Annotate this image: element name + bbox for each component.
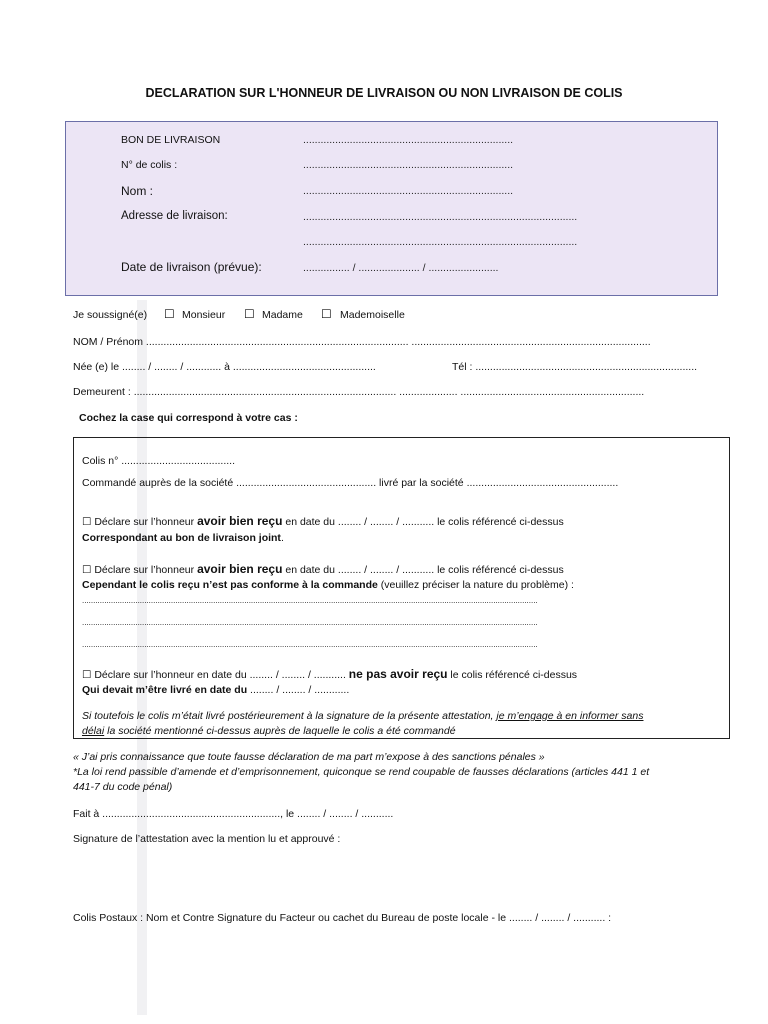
adresse-field-1[interactable]: .............................................................................................. xyxy=(303,211,578,223)
option-recu-non-conforme[interactable]: ☐ Déclare sur l’honneur avoir bien reçu en date du ........ / ........ / ........... le colis référencé ci-dessus xyxy=(82,562,564,576)
checkbox-monsieur[interactable]: ☐ xyxy=(164,307,175,321)
tel-field[interactable]: Tél : ............................................................................ xyxy=(452,361,698,373)
soussigne-label: Je soussigné(e) xyxy=(73,309,148,321)
fait-a-field[interactable]: Fait à ............................................................., le ........ / ........ / ........... xyxy=(73,808,394,820)
nom-label: Nom : xyxy=(121,184,154,198)
commande-line[interactable]: Commandé auprès de la société ................................................ livré par la société .................................................... xyxy=(82,477,619,489)
engagement-note: Si toutefois le colis m’était livré postérieurement à la signature de la présente attestation, je m’engage à en informer sans xyxy=(82,710,644,722)
option-recu-conforme-line2: Correspondant au bon de livraison joint. xyxy=(82,532,284,544)
adresse-label: Adresse de livraison: xyxy=(121,210,228,222)
nom-prenom-field[interactable]: NOM / Prénom .......................................................................................... .................................................................................. xyxy=(73,336,651,348)
option-non-recu-line2: Qui devait m’être livré en date du ........ / ........ / ............ xyxy=(82,684,350,696)
naissance-field[interactable]: Née (e) le ........ / ........ / ............ à ................................................. xyxy=(73,361,376,373)
problem-dots-2[interactable]: ............................................................................................................................................................................................................. xyxy=(82,618,538,627)
bon-field[interactable]: ........................................................................ xyxy=(303,134,514,146)
date-label: Date de livraison (prévue): xyxy=(121,260,262,274)
colis-postaux-line[interactable]: Colis Postaux : Nom et Contre Signature du Facteur ou cachet du Bureau de poste locale - le ........ / ........ / ........... : xyxy=(73,912,612,924)
sanctions-quote: « J’ai pris connaissance que toute fausse déclaration de ma part m’expose à des sanctions pénales » xyxy=(73,751,545,763)
checkbox-madame[interactable]: ☐ xyxy=(244,307,255,321)
law-note-line1: *La loi rend passible d’amende et d’emprisonnement, quiconque se rend coupable de fausses déclarations (articles 441 1 et xyxy=(73,766,650,778)
problem-dots-1[interactable]: ............................................................................................................................................................................................................. xyxy=(82,596,538,605)
option-recu-non-conforme-line2: Cependant le colis reçu n’est pas conforme à la commande (veuillez préciser la nature du problème) : xyxy=(82,579,574,591)
colis-number-field[interactable]: Colis n° ....................................... xyxy=(82,455,235,467)
law-note-line2: 441-7 du code pénal) xyxy=(73,781,173,793)
adresse-field-2[interactable]: .............................................................................................. xyxy=(303,236,578,248)
option-non-recu[interactable]: ☐ Déclare sur l’honneur en date du ........ / ........ / ........... ne pas avoir reçu le colis référencé ci-dessus xyxy=(82,667,578,681)
madame-label: Madame xyxy=(262,309,303,321)
case-box xyxy=(73,437,730,739)
demeurent-field[interactable]: Demeurent : .......................................................................................... .................... ............................................................... xyxy=(73,386,645,398)
mademoiselle-label: Mademoiselle xyxy=(340,309,405,321)
bon-label: BON DE LIVRAISON xyxy=(121,134,221,146)
delivery-info-box xyxy=(65,121,718,296)
problem-dots-3[interactable]: ............................................................................................................................................................................................................. xyxy=(82,640,538,649)
engagement-note-line2: délai la société mentionné ci-dessus auprès de laquelle le colis a été commandé xyxy=(82,725,456,737)
document-title: DECLARATION SUR L'HONNEUR DE LIVRAISON OU NON LIVRAISON DE COLIS xyxy=(145,86,623,100)
date-field[interactable]: ................ / ..................... / ........................ xyxy=(303,262,499,274)
checkbox-mademoiselle[interactable]: ☐ xyxy=(321,307,332,321)
signature-label: Signature de l’attestation avec la mention lu et approuvé : xyxy=(73,833,341,845)
nom-field[interactable]: ........................................................................ xyxy=(303,185,514,197)
colis-label: N° de colis : xyxy=(121,159,178,171)
cochez-instruction: Cochez la case qui correspond à votre cas : xyxy=(79,412,298,424)
monsieur-label: Monsieur xyxy=(182,309,226,321)
colis-field[interactable]: ........................................................................ xyxy=(303,159,514,171)
option-recu-conforme[interactable]: ☐ Déclare sur l’honneur avoir bien reçu en date du ........ / ........ / ........... le colis référencé ci-dessus xyxy=(82,514,564,528)
